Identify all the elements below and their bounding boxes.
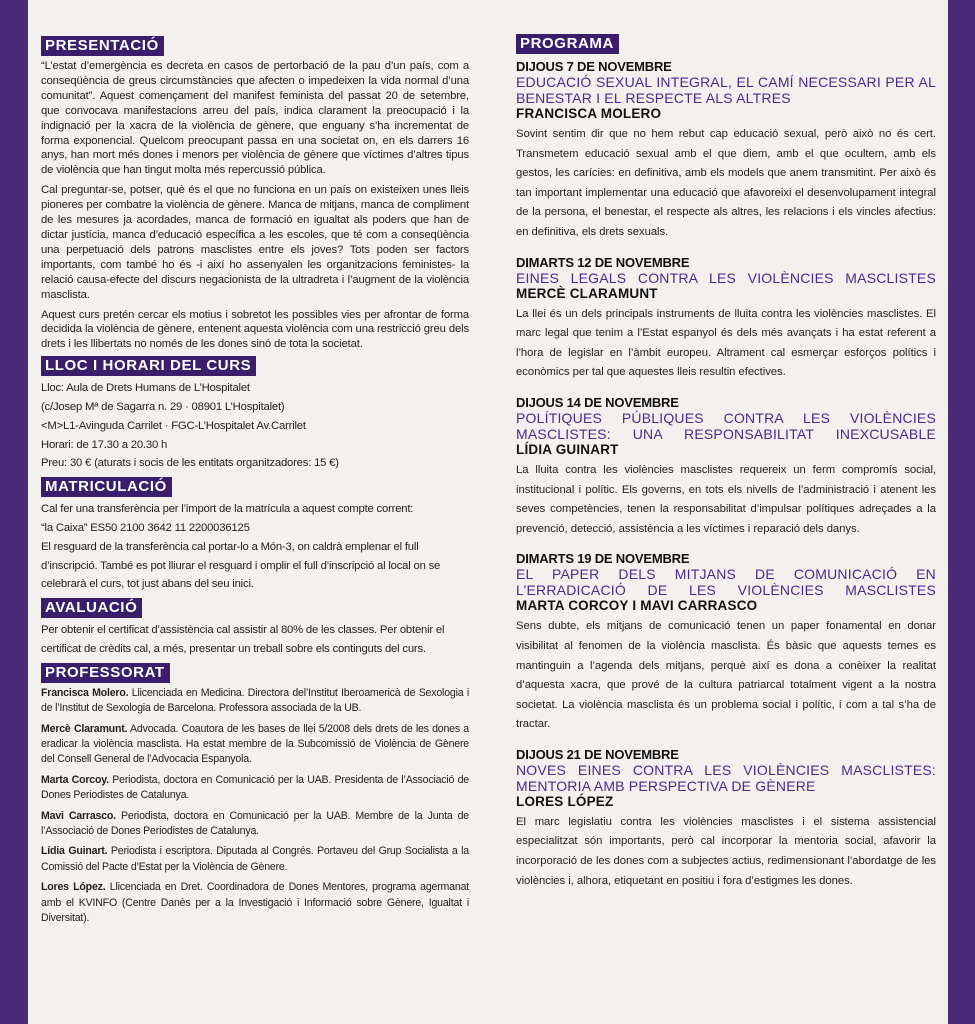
- lloc-line-place: Lloc: Aula de Drets Humans de L’Hospitalet: [41, 382, 250, 395]
- matriculacio-line-1: Cal fer una transferència per l’import de la matrícula a aquest compte corrent:: [41, 503, 414, 516]
- professor-bio: Advocada. Coautora de les bases de llei 5/2008 dels drets de les dones a eradicar la violència masclista. Ha estat membre de la Subcomissió de Violència de Gènere del Consell General de l’Advocacia Espanyola.: [41, 722, 469, 766]
- presentacio-paragraph-1: “L’estat d’emergència es decreta en casos de pertorbació de la pau d’un país, com a conseqüència de greus circumstàncies que afecten o impedeixen la vida normal d’una comunitat”. Aquest començament del manifest feminista del passat 20 de setembre, que convocava manifestacions arreu del país, indica clarament la preocupació i la indignació per la xacra de la violència de gènere, que enguany s’ha incrementat de forma exponencial. Quelcom preocupant passa en una societat on, en els darrers 16 anys, han mort més dones i menors per violència de gènere que víctimes d’altres tipus de violència que han tingut molta més repercussió pública.: [41, 60, 469, 177]
- presentacio-section: [41, 36, 469, 352]
- program-event-2: [516, 256, 936, 383]
- programa-heading: PROGRAMA: [516, 34, 619, 54]
- professor-entry: [41, 686, 469, 717]
- right-column: [516, 34, 936, 904]
- professor-entry: [41, 880, 469, 926]
- lloc-line-transport: <M>L1-Avinguda Carrilet · FGC-L’Hospitalet Av.Carrilet: [41, 419, 306, 432]
- professor-name: Lores López.: [41, 881, 106, 894]
- event-title-line: POLÍTIQUES PÚBLIQUES CONTRA LES VIOLÈNCIES: [516, 409, 936, 426]
- professor-entry: [41, 844, 469, 875]
- program-event-4: [516, 552, 936, 735]
- event-speaker: LÍDIA GUINART: [516, 441, 619, 457]
- presentacio-heading: PRESENTACIÓ: [41, 36, 164, 56]
- event-title-line: MASCLISTES: UNA RESPONSABILITAT INEXCUSABLE: [516, 425, 936, 442]
- event-title-line: L’ERRADICACIÓ DE LES VIOLÈNCIES MASCLISTES: [516, 582, 936, 599]
- flyer-page: [28, 0, 948, 1024]
- program-event-1: [516, 60, 936, 243]
- event-date: DIJOUS 14 DE NOVEMBRE: [516, 394, 679, 410]
- presentacio-paragraph-2: Cal preguntar-se, potser, què és el que no funciona en un país on existeixen unes lleis pioneres per combatre la violència de gènere. Manca de mitjans, manca de compliment de les mesures ja acordades, manca de formació en igualtat als poders que han de dictar justícia, manca d’educació específica a les escoles, que té com a conseqüència una perpetuació dels patrons masclistes entre els joves? Tots poden ser factors importants, com també ho és -i així ho assenyalen les organitzacions feministes- la relació causa-efecte del discurs negacionista de la ultradreta i l’augment de la violència masclista.: [41, 184, 469, 301]
- event-speaker: MERCÈ CLARAMUNT: [516, 285, 658, 301]
- professor-bio: Periodista, doctora en Comunicació per la UAB. Membre de la Junta de l’Associació de Dones Periodistes de Catalunya.: [41, 809, 469, 838]
- professor-entry: [41, 809, 469, 840]
- lloc-line-price: Preu: 30 € (aturats i socis de les entitats organitzadores: 15 €): [41, 457, 339, 470]
- event-speaker: LORES LÓPEZ: [516, 793, 614, 809]
- event-description: El marc legislatiu contra les violències masclistes i el sistema assistencial especialitzat són importants, però cal incorporar la mentoria social, afavorir la incorporació de les dones com a subjectes actius, redimensionant l’abordatge de les violències i, alhora, etiquetant en positiu i fora d’estigmes les dones.: [516, 815, 936, 887]
- lloc-line-schedule: Horari: de 17.30 a 20.30 h: [41, 438, 168, 451]
- professor-bio: Periodista, doctora en Comunicació per la UAB. Presidenta de l’Associació de Dones Periodistes de Catalunya.: [41, 773, 469, 802]
- left-column: [41, 36, 469, 931]
- matriculacio-account: “la Caixa” ES50 2100 3642 11 2200036125: [41, 522, 250, 534]
- professor-bio: Llicenciada en Medicina. Directora del’Institut Iberoamericà de Sexologia i de l’Institut de Sexologia de Barcelona. Professora associada de la UB.: [41, 686, 469, 715]
- event-date: DIMARTS 19 DE NOVEMBRE: [516, 551, 690, 567]
- event-speaker: MARTA CORCOY I MAVI CARRASCO: [516, 598, 758, 614]
- professor-name: Mavi Carrasco.: [41, 809, 116, 822]
- presentacio-paragraph-3: Aquest curs pretén cercar els motius i sobretot les possibles vies per afrontar de forma decidida la violència de gènere, entenent aquesta violència com una restricció greu dels drets i les llibertats no només de les dones sinó de tota la societat.: [41, 308, 469, 351]
- professor-name: Francisca Molero.: [41, 686, 129, 699]
- lloc-line-address: (c/Josep Mª de Sagarra n. 29 · 08901 L’Hospitalet): [41, 401, 285, 414]
- matriculacio-heading: MATRICULACIÓ: [41, 477, 172, 497]
- lloc-section: [41, 356, 469, 473]
- event-title-line: MENTORIA AMB PERSPECTIVA DE GÈNERE: [516, 777, 816, 794]
- program-event-3: [516, 396, 936, 539]
- avaluacio-heading: AVALUACIÓ: [41, 598, 142, 618]
- event-title-line: NOVES EINES CONTRA LES VIOLÈNCIES MASCLISTES:: [516, 761, 936, 778]
- professor-entry: [41, 722, 469, 768]
- event-title-line: BENESTAR I EL RESPECTE ALS ALTRES: [516, 90, 791, 106]
- professorat-section: [41, 663, 469, 927]
- professor-entry: [41, 773, 469, 804]
- program-event-5: [516, 748, 936, 891]
- event-date: DIJOUS 21 DE NOVEMBRE: [516, 746, 679, 762]
- event-speaker: FRANCISCA MOLERO: [516, 106, 662, 121]
- event-description: Sovint sentim dir que no hem rebut cap educació sexual, però això no és cert. Transmetem educació sexual amb el que diem, amb el que ocultem, amb els gestos, les carícies: en definitiva, amb els models que anem transmitint. Per això és tan important implementar una educació que afavoreixi el desenvolupament integral de la persona, el benestar, el respecte als altres, les relacions i els vincles afectius: en definitiva, els drets sexuals.: [516, 128, 936, 238]
- professor-name: Marta Corcoy.: [41, 773, 109, 786]
- lloc-heading: LLOC I HORARI DEL CURS: [41, 356, 256, 376]
- professorat-heading: PROFESSORAT: [41, 663, 170, 683]
- event-date: DIMARTS 12 DE NOVEMBRE: [516, 254, 690, 270]
- matriculacio-section: [41, 477, 469, 594]
- professor-name: Mercè Claramunt.: [41, 722, 128, 735]
- event-date: DIJOUS 7 DE NOVEMBRE: [516, 59, 672, 74]
- event-title-line: EL PAPER DELS MITJANS DE COMUNICACIÓ EN: [516, 566, 936, 583]
- avaluacio-text: Per obtenir el certificat d’assistència cal assistir al 80% de les classes. Per obtenir el certificat de crèdits cal, a més, presentar un treball sobre els continguts del curs.: [41, 624, 445, 655]
- event-description: La llei és un dels principals instruments de lluita contra les violències masclistes. El marc legal que tenim a l’Estat espanyol és dels més avançats i ha estat referent a l’hora de legislar en l’àmbit europeu. Altrament cal esmerçar esforços polítics i econòmics per tal que aquestes lleis resultin efectives.: [516, 307, 936, 379]
- event-title-line: EINES LEGALS CONTRA LES VIOLÈNCIES MASCLISTES: [516, 269, 936, 286]
- professor-bio: Periodista i escriptora. Diputada al Congrés. Portaveu del Grup Socialista a la Comissió del Pacte d’Estat per la Violència de Gènere.: [41, 845, 469, 873]
- professor-bio: Llicenciada en Dret. Coordinadora de Dones Mentores, programa agermanat amb el KVINFO (Centre Danès per a la Investigació i Informació sobre Gènere, Igualtat i Diversitat).: [41, 881, 470, 925]
- event-description: La lluita contra les violències masclistes requereix un ferm compromís social, institucional i polític. Els governs, en tots els nivells de l’administració i atenent les seves competències, tenen la responsabilitat d’impulsar polítiques adreçades a la prevenció, detecció, assistència a les víctimes i reparació dels danys.: [516, 463, 936, 535]
- event-description: Sens dubte, els mitjans de comunicació tenen un paper fonamental en donar visibilitat al fenomen de la violència masclista. És bàsic que aquests temes es mantinguin a l’agenda dels mitjans, perquè així es dona a conèixer la realitat d’aquesta xacra, que prové de la cultura patriarcal totalment vigent a la nostra societat. La violència masclista és un problema social i polític, i com a tal s’ha de tractar.: [516, 620, 936, 731]
- avaluacio-section: [41, 598, 469, 659]
- professor-name: Lídia Guinart.: [41, 845, 108, 858]
- event-title-line: EDUCACIÓ SEXUAL INTEGRAL, EL CAMÍ NECESSARI PER AL: [516, 74, 936, 90]
- matriculacio-line-3: El resguard de la transferència cal portar-lo a Món-3, on caldrà emplenar el full d’inscripció. També es pot lliurar el resguard i omplir el full d’inscripció al local on se celebrarà el curs, tot just abans del seu inici.: [41, 540, 441, 591]
